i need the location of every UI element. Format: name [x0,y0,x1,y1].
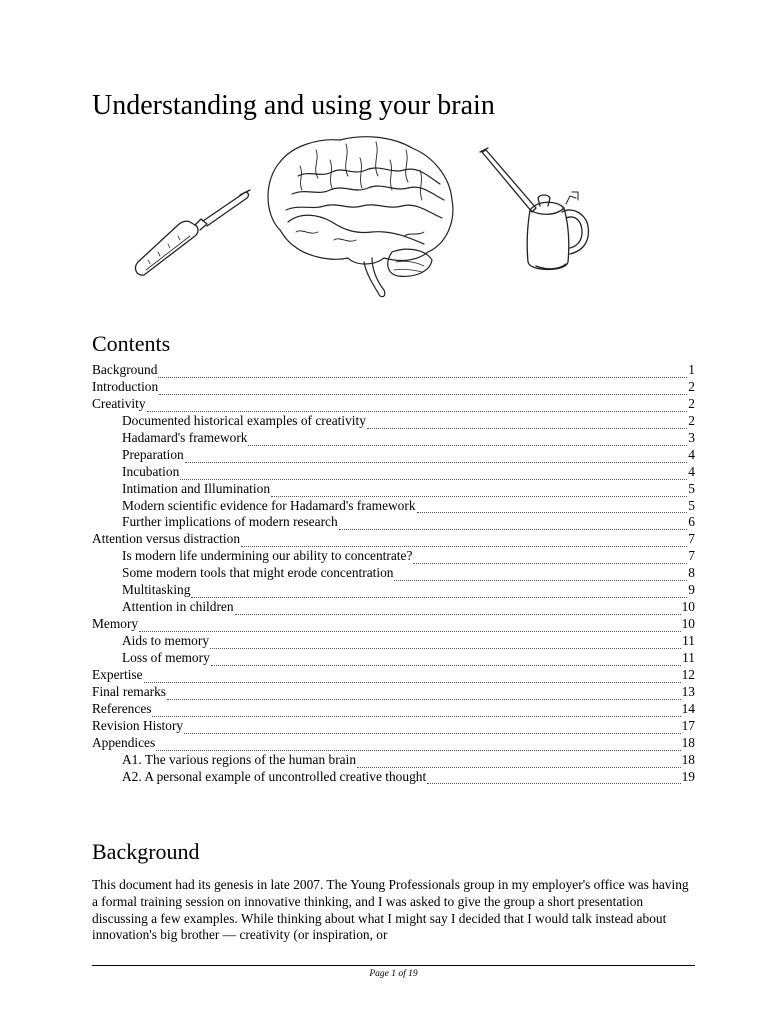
toc-entry[interactable] [92,379,695,396]
toc-leader-dots [185,452,688,463]
toc-leader-dots [147,401,688,412]
toc-entry-label: A1. The various regions of the human brain [122,751,357,767]
toc-entry-label: Expertise [92,666,143,682]
toc-entry-label: Attention in children [122,599,234,615]
toc-leader-dots [248,435,687,446]
background-heading: Background [92,839,200,864]
brain-icon [268,137,453,297]
toc-entry-page: 18 [681,751,695,767]
toc-entry[interactable] [92,481,695,498]
toc-entry[interactable] [92,616,695,633]
toc-entry-label: Revision History [92,717,184,733]
toc-entry-label: Introduction [92,378,159,394]
toc-entry-label: Memory [92,616,139,632]
toc-entry[interactable] [92,447,695,464]
toc-entry[interactable] [92,582,695,599]
toc-entry-label: Preparation [122,446,184,462]
toc-leader-dots [417,502,688,513]
table-of-contents [92,362,695,785]
toc-leader-dots [210,638,681,649]
toc-entry[interactable] [92,650,695,667]
toc-entry[interactable] [92,464,695,481]
toc-leader-dots [144,672,681,683]
toc-entry[interactable] [92,701,695,718]
background-paragraph: This document had its genesis in late 2007. The Young Professionals group in my employer's office was having a formal training session on innovative thinking, and I was asked to give the group a short presentation discussing a few examples. While thinking about what I might say I decided that I would talk instead about innovation's big brother — creativity (or inspiration, or [92,877,689,943]
toc-entry-page: 17 [681,717,695,733]
toc-leader-dots [139,621,680,632]
toc-entry-label: Creativity [92,395,146,411]
toc-entry[interactable] [92,362,695,379]
illustrations [0,0,768,320]
toc-leader-dots [394,570,687,581]
toc-entry-page: 4 [688,463,695,479]
toc-entry-label: Final remarks [92,683,167,699]
toc-entry-page: 7 [688,531,695,547]
toc-entry-label: Intimation and Illumination [122,480,271,496]
contents-heading: Contents [92,331,171,356]
toc-entry[interactable] [92,752,695,769]
toc-entry[interactable] [92,599,695,616]
toc-entry-label: Is modern life undermining our ability to concentrate? [122,548,413,564]
toc-entry-label: Multitasking [122,582,191,598]
toc-entry-label: Background [92,362,158,377]
toc-entry-page: 2 [688,412,695,428]
toc-entry[interactable] [92,514,695,531]
footer-rule [92,965,695,966]
toc-leader-dots [184,723,680,734]
toc-leader-dots [367,418,687,429]
toc-entry-page: 11 [682,649,695,665]
toc-leader-dots [339,519,688,530]
toc-entry[interactable] [92,548,695,565]
toc-entry-label: Attention versus distraction [92,531,241,547]
toc-entry[interactable] [92,531,695,548]
toc-entry-page: 1 [688,362,695,377]
toc-entry-page: 18 [681,734,695,750]
toc-entry[interactable] [92,633,695,650]
toc-entry-page: 12 [681,666,695,682]
toc-entry-page: 7 [688,548,695,564]
toc-entry[interactable] [92,396,695,413]
toc-entry-label: References [92,700,152,716]
toc-entry-label: Loss of memory [122,649,210,665]
toc-leader-dots [427,773,680,784]
toc-entry-page: 9 [688,582,695,598]
toc-leader-dots [271,486,687,497]
toc-leader-dots [158,367,687,378]
toc-entry-label: Aids to memory [122,633,210,648]
toc-entry-page: 13 [681,683,695,699]
toc-entry-label: Hadamard's framework [122,429,248,445]
toc-leader-dots [357,757,681,768]
toc-entry[interactable] [92,735,695,752]
toc-entry[interactable] [92,667,695,684]
toc-leader-dots [241,536,687,547]
toc-leader-dots [413,553,687,564]
toc-entry[interactable] [92,565,695,582]
toc-entry-page: 2 [688,395,695,411]
screwdriver-icon [136,190,250,275]
toc-leader-dots [180,469,687,480]
page-number: Page 1 of 19 [369,969,418,979]
toc-entry-page: 3 [688,429,695,445]
toc-entry[interactable] [92,684,695,701]
toc-entry-page: 14 [681,700,695,716]
toc-leader-dots [235,604,681,615]
toc-entry-page: 2 [688,378,695,394]
oil-can-icon [480,148,588,270]
toc-entry-page: 11 [682,633,695,648]
toc-entry-label: Further implications of modern research [122,514,338,530]
page-title: Understanding and using your brain [92,90,495,121]
toc-entry-label: A2. A personal example of uncontrolled creative thought [122,768,427,784]
toc-entry-label: Appendices [92,734,156,750]
toc-leader-dots [191,587,687,598]
toc-entry-page: 19 [681,768,695,784]
toc-entry[interactable] [92,718,695,735]
toc-entry-page: 10 [681,599,695,615]
toc-entry[interactable] [92,430,695,447]
toc-leader-dots [152,706,680,717]
toc-leader-dots [167,689,681,700]
toc-entry[interactable] [92,498,695,515]
toc-entry-label: Some modern tools that might erode concentration [122,565,394,581]
toc-entry[interactable] [92,769,695,786]
toc-entry-label: Modern scientific evidence for Hadamard's framework [122,497,416,513]
toc-entry-page: 10 [681,616,695,632]
toc-entry-page: 4 [688,446,695,462]
toc-entry-label: Incubation [122,463,180,479]
toc-leader-dots [159,384,687,395]
toc-entry-page: 6 [688,514,695,530]
toc-entry-page: 8 [688,565,695,581]
toc-entry-page: 5 [688,497,695,513]
toc-entry[interactable] [92,413,695,430]
toc-leader-dots [156,740,680,751]
toc-leader-dots [211,655,681,666]
toc-entry-label: Documented historical examples of creativity [122,412,366,428]
toc-entry-page: 5 [688,480,695,496]
